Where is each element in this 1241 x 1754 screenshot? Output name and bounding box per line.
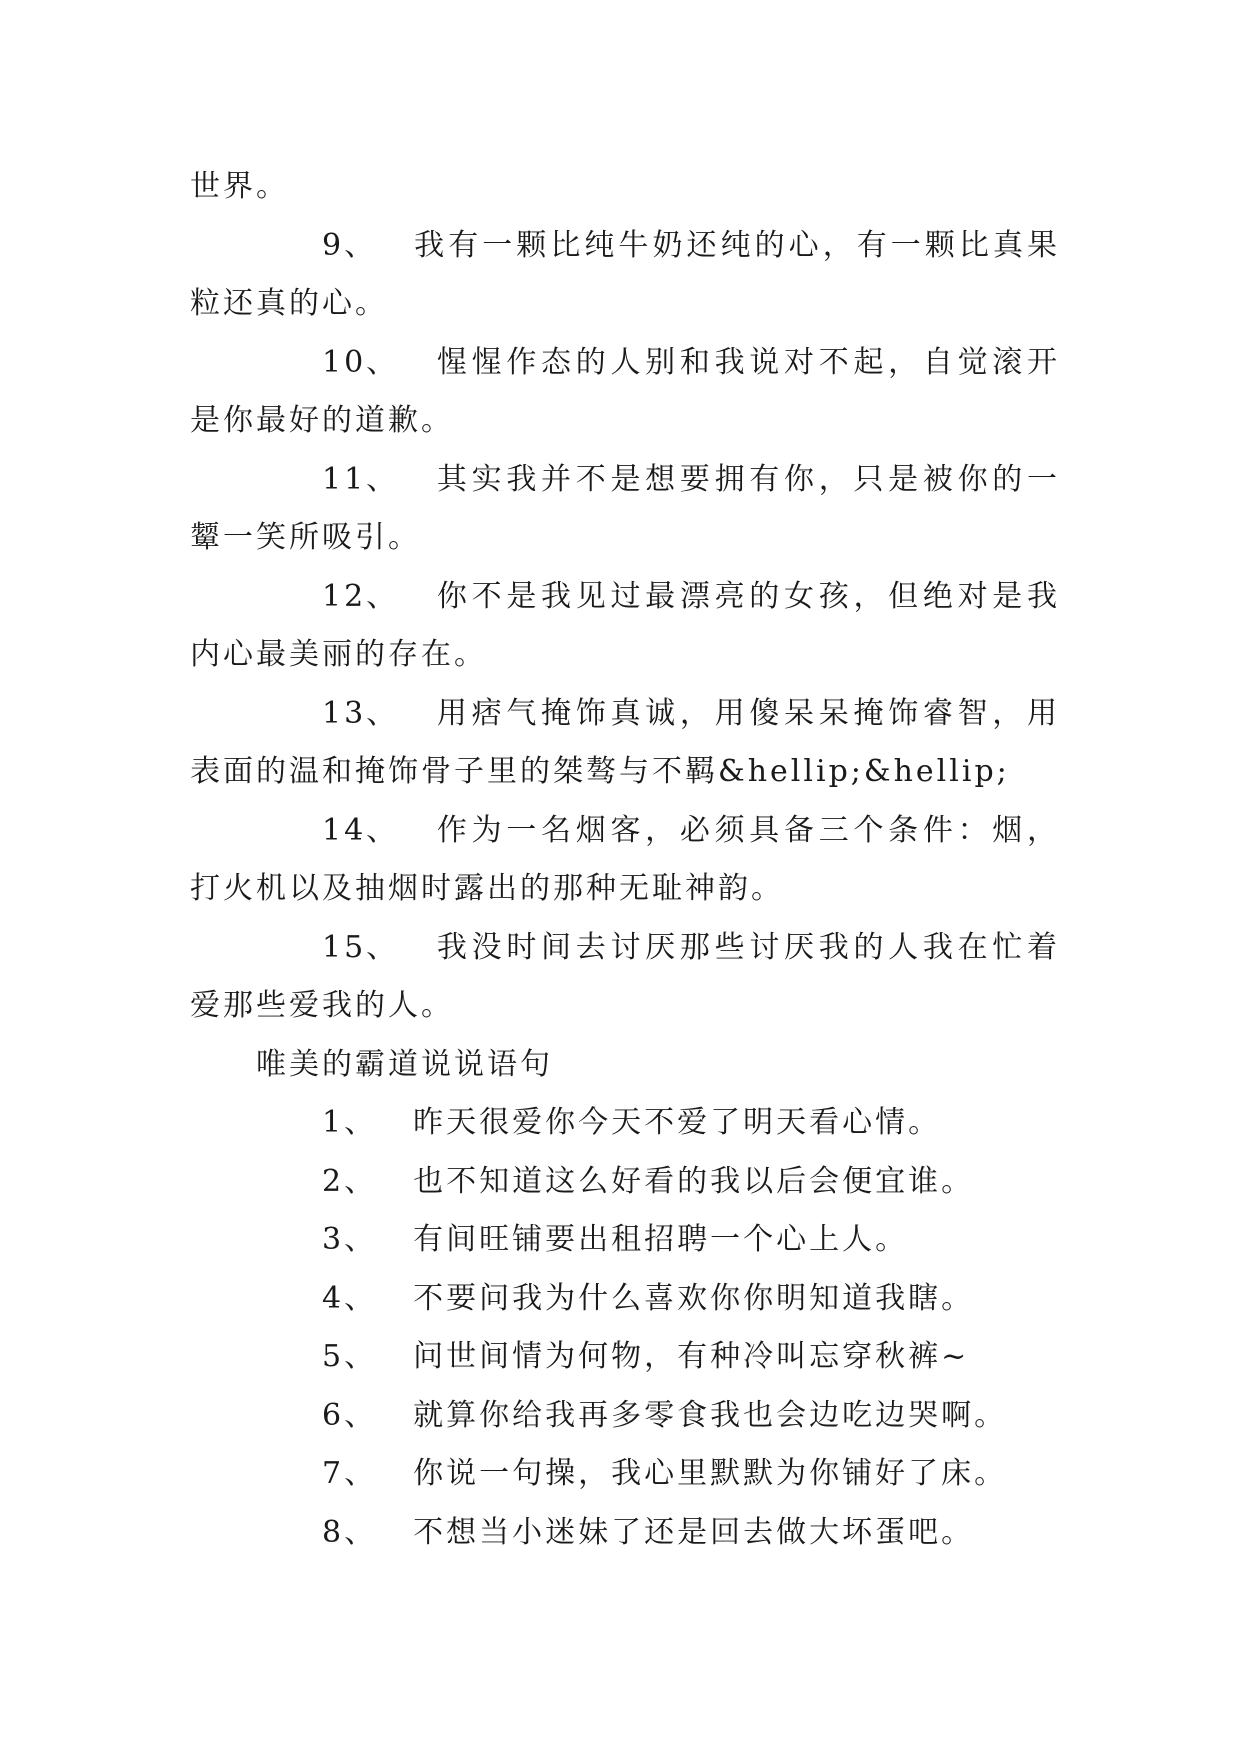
paragraph-text: 我有一颗比纯牛奶还纯的心，有一颗比真果粒还真的心。 [190,227,1060,321]
list-number: 6、 [322,1397,378,1433]
paragraph-item-9 [190,217,1060,334]
list-number: 10、 [322,344,400,380]
paragraph-text: 惺惺作态的人别和我说对不起，自觉滚开是你最好的道歉。 [190,344,1060,438]
paragraph-list-4 [190,1270,1060,1329]
paragraph-list-1 [190,1094,1060,1153]
paragraph-text: 你不是我见过最漂亮的女孩，但绝对是我内心最美丽的存在。 [190,578,1060,672]
paragraph-text: 有间旺铺要出租招聘一个心上人。 [413,1222,909,1257]
list-number: 9、 [322,227,378,263]
list-number: 11、 [322,461,400,497]
paragraph-item-15 [190,919,1060,1036]
paragraph-list-5 [190,1328,1060,1387]
list-number: 1、 [322,1105,378,1140]
list-number: 5、 [322,1339,378,1374]
list-number: 12、 [322,578,400,614]
list-number: 8、 [322,1514,378,1550]
paragraph-text: 世界。 [190,169,289,204]
paragraph-text: 作为一名烟客，必须具备三个条件：烟，打火机以及抽烟时露出的那种无耻神韵。 [190,812,1060,906]
paragraph-text: 我没时间去讨厌那些讨厌我的人我在忙着爱那些爱我的人。 [190,929,1060,1023]
list-number: 13、 [322,695,400,731]
paragraph-text: 唯美的霸道说说语句 [256,1046,553,1082]
document-body [190,158,1060,1562]
paragraph-text: 不要问我为什么喜欢你你明知道我瞎。 [413,1280,975,1316]
list-number: 7、 [322,1456,378,1491]
paragraph-text: 就算你给我再多零食我也会边吃边哭啊。 [413,1397,1008,1433]
list-number: 4、 [322,1280,378,1316]
paragraph-list-2 [190,1153,1060,1212]
paragraph-continuation [190,158,1060,217]
paragraph-item-12 [190,568,1060,685]
paragraph-text: 昨天很爱你今天不爱了明天看心情。 [413,1105,942,1140]
paragraph-list-7 [190,1445,1060,1504]
paragraph-text: 不想当小迷妹了还是回去做大坏蛋吧。 [413,1514,975,1550]
paragraph-item-11 [190,451,1060,568]
paragraph-item-14 [190,802,1060,919]
list-number: 14、 [322,812,400,848]
paragraph-list-3 [190,1211,1060,1270]
paragraph-text: 其实我并不是想要拥有你，只是被你的一颦一笑所吸引。 [190,461,1060,555]
paragraph-text: 用痞气掩饰真诚，用傻呆呆掩饰睿智，用表面的温和掩饰骨子里的桀骜与不羁&hellip;&hellip; [190,695,1060,789]
paragraph-item-10 [190,334,1060,451]
list-number: 2、 [322,1163,378,1199]
list-number: 15、 [322,929,400,965]
paragraph-list-6 [190,1387,1060,1446]
paragraph-text: 问世间情为何物，有种冷叫忘穿秋裤~ [413,1339,970,1374]
paragraph-item-13 [190,685,1060,802]
list-number: 3、 [322,1222,378,1257]
paragraph-heading [190,1036,1060,1095]
paragraph-text: 你说一句操，我心里默默为你铺好了床。 [413,1456,1008,1491]
paragraph-text: 也不知道这么好看的我以后会便宜谁。 [413,1163,975,1199]
paragraph-list-8 [190,1504,1060,1563]
